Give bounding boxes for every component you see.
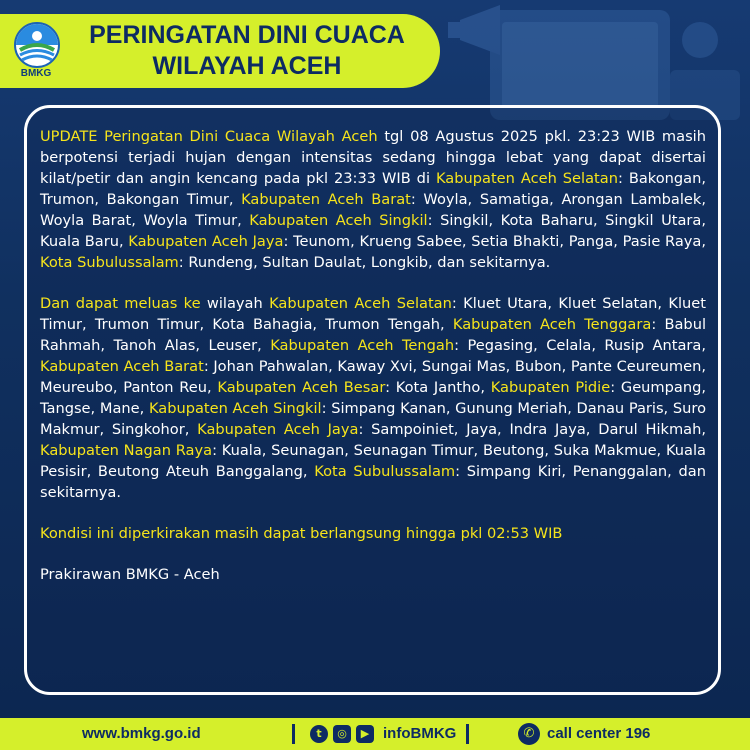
- paragraph-duration: [40, 523, 706, 544]
- footer-divider: [292, 724, 295, 744]
- page-title: [64, 20, 430, 82]
- header-banner: [0, 14, 440, 88]
- youtube-icon[interactable]: ▶: [356, 725, 374, 743]
- title-line-2: WILAYAH ACEH: [152, 52, 342, 80]
- phone-icon[interactable]: ✆: [518, 723, 540, 745]
- highlighted-text: Kabupaten Aceh Barat: [40, 358, 204, 375]
- bmkg-logo-text: BMKG: [20, 68, 52, 79]
- body-text: tgl 08 Agustus 2025 pkl. 23:23 WIB masih berpotensi terjadi hujan dengan intensitas sedang hingga lebat yang dapat disertai kilat/petir dan angin kencang pada pkl 23:33 WIB di: [40, 128, 706, 187]
- body-text: : Sampoiniet, Jaya, Indra Jaya, Darul Hikmah,: [358, 421, 706, 438]
- body-text: : Kota Jantho,: [385, 379, 491, 396]
- body-text: : Pegasing, Celala, Rusip Antara,: [454, 337, 706, 354]
- body-text: : Singkil, Kota Baharu, Singkil Utara, Kuala Baru,: [40, 212, 706, 250]
- body-text: : Kuala, Seunagan, Seunagan Timur, Beutong, Suka Makmue, Kuala Pesisir, Beutong Ateuh Banggalang,: [40, 442, 706, 480]
- title-line-1: PERINGATAN DINI CUACA: [89, 21, 405, 49]
- highlighted-text: UPDATE Peringatan Dini Cuaca Wilayah Aceh: [40, 128, 378, 145]
- highlighted-text: Kabupaten Pidie: [490, 379, 611, 396]
- highlighted-text: Kabupaten Aceh Tenggara: [452, 316, 652, 333]
- twitter-icon[interactable]: t: [310, 725, 328, 743]
- highlighted-text: Kabupaten Aceh Jaya: [128, 233, 284, 250]
- body-text: : Bakongan, Trumon, Bakongan Timur,: [40, 170, 706, 208]
- paragraph-extension: [40, 293, 706, 503]
- warning-content: [40, 126, 706, 605]
- highlighted-text: Kabupaten Aceh Selatan: [435, 170, 618, 187]
- highlighted-text: Kabupaten Aceh Singkil: [249, 212, 428, 229]
- body-text: : Kluet Utara, Kluet Selatan, Kluet Timur, Trumon Timur, Kota Bahagia, Trumon Tengah,: [40, 295, 706, 333]
- website-link[interactable]: www.bmkg.go.id: [82, 725, 201, 742]
- body-text: Prakirawan BMKG - Aceh: [40, 566, 220, 583]
- footer-bar: [0, 718, 750, 750]
- highlighted-text: Kondisi ini diperkirakan masih dapat berlangsung hingga pkl 02:53 WIB: [40, 525, 563, 542]
- highlighted-text: Dan dapat meluas ke: [40, 295, 201, 312]
- highlighted-text: Kabupaten Aceh Tengah: [270, 337, 455, 354]
- bmkg-logo-emblem: [14, 22, 60, 68]
- highlighted-text: Kabupaten Aceh Besar: [217, 379, 386, 396]
- footer-divider: [466, 724, 469, 744]
- bmkg-logo: [10, 20, 62, 82]
- highlighted-text: Kabupaten Nagan Raya: [40, 442, 213, 459]
- body-text: : Geumpang, Tangse, Mane,: [40, 379, 706, 417]
- body-text: : Simpang Kanan, Gunung Meriah, Danau Paris, Suro Makmur, Singkohor,: [40, 400, 706, 438]
- body-text: : Woyla, Samatiga, Arongan Lambalek, Woyla Barat, Woyla Timur,: [40, 191, 706, 229]
- highlighted-text: Kota Subulussalam: [314, 463, 456, 480]
- paragraph-update: [40, 126, 706, 273]
- body-text: : Simpang Kiri, Penanggalan, dan sekitarnya.: [40, 463, 706, 501]
- call-center[interactable]: call center 196: [547, 725, 651, 742]
- instagram-icon[interactable]: ◎: [333, 725, 351, 743]
- social-handle[interactable]: infoBMKG: [383, 725, 457, 742]
- body-text: wilayah: [200, 295, 270, 312]
- body-text: : Babul Rahmah, Tanoh Alas, Leuser,: [40, 316, 706, 354]
- highlighted-text: Kabupaten Aceh Barat: [241, 191, 411, 208]
- highlighted-text: Kota Subulussalam: [40, 254, 179, 271]
- warning-card: [24, 105, 721, 695]
- highlighted-text: Kabupaten Aceh Singkil: [148, 400, 322, 417]
- body-text: : Rundeng, Sultan Daulat, Longkib, dan sekitarnya.: [178, 254, 551, 271]
- body-text: : Johan Pahwalan, Kaway Xvi, Sungai Mas, Bubon, Pante Ceureumen, Meureubo, Panton Reu,: [40, 358, 706, 396]
- highlighted-text: Kabupaten Aceh Jaya: [197, 421, 359, 438]
- body-text: : Teunom, Krueng Sabee, Setia Bhakti, Panga, Pasie Raya,: [283, 233, 707, 250]
- highlighted-text: Kabupaten Aceh Selatan: [269, 295, 452, 312]
- paragraph-forecaster: [40, 564, 706, 585]
